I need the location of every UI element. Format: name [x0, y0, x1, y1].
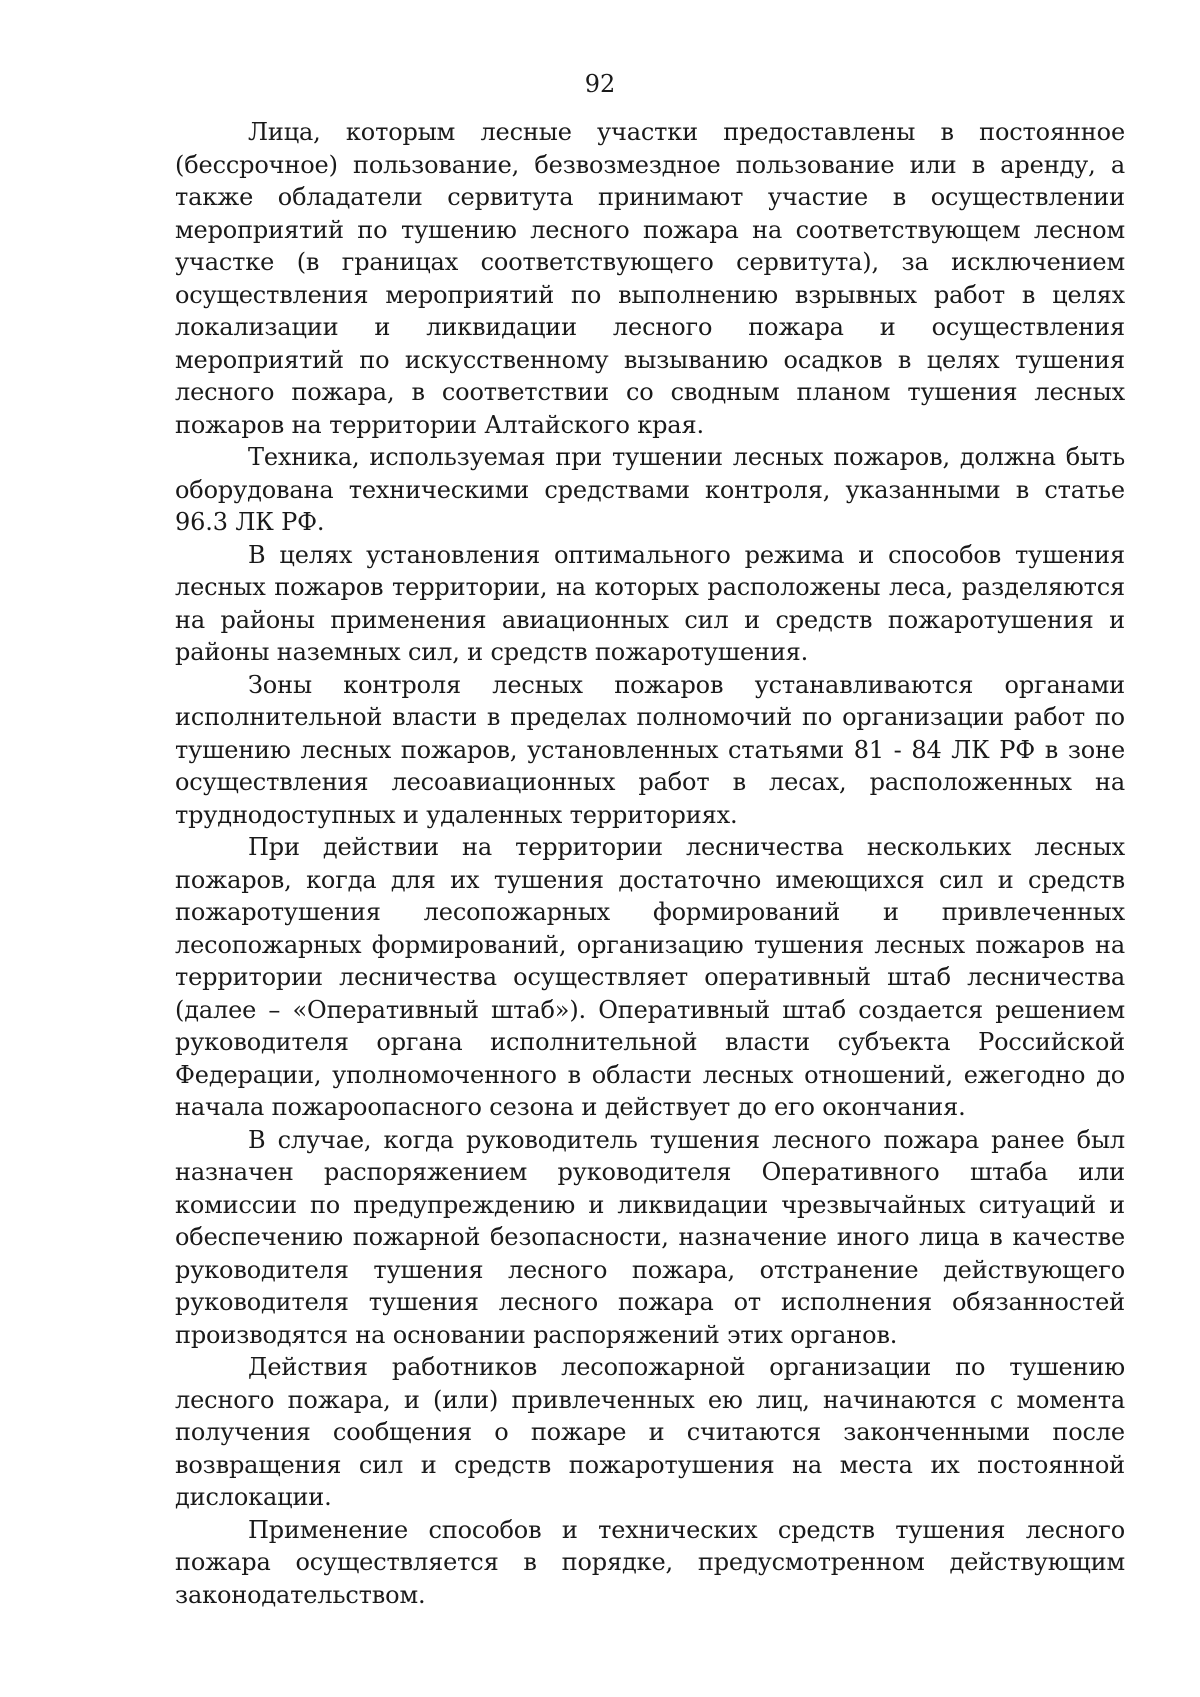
body-text	[175, 116, 1125, 1611]
paragraph-equipment-control: Техника, используемая при тушении лесных пожаров, должна быть оборудована техническими средствами контроля, указанными в статье 96.3 ЛК РФ.	[175, 443, 1125, 536]
paragraph-control-zones: Зоны контроля лесных пожаров устанавливаются органами исполнительной власти в пределах полномочий по организации работ по тушению лесных пожаров, установленных статьями 81 - 84 ЛК РФ в зоне осуществления лесоавиационных работ в лесах, расположенных на труднодоступных и удаленных территориях.	[175, 670, 1125, 829]
paragraph-operational-headquarters: При действии на территории лесничества нескольких лесных пожаров, когда для их тушения достаточно имеющихся сил и средств пожаротушения лесопожарных формирований и привлеченных лесопожарных формирований, организацию тушения лесных пожаров на территории лесничества осуществляет оперативный штаб лесничества (далее – «Оперативный штаб»). Оперативный штаб создается решением руководителя органа исполнительной власти субъекта Российской Федерации, уполномоченного в области лесных отношений, ежегодно до начала пожароопасного сезона и действует до его окончания.	[175, 833, 1125, 1121]
paragraph-lessees-participation: Лица, которым лесные участки предоставлены в постоянное (бессрочное) пользование, безвозмездное пользование или в аренду, а также обладатели сервитута принимают участие в осуществлении мероприятий по тушению лесного пожара на соответствующем лесном участке (в границах соответствующего сервитута), за исключением осуществления мероприятий по выполнению взрывных работ в целях локализации и ликвидации лесного пожара и осуществления мероприятий по искусственному вызыванию осадков в целях тушения лесного пожара, в соответствии со сводным планом тушения лесных пожаров на территории Алтайского края.	[175, 118, 1125, 439]
paragraph-firefighting-regions: В целях установления оптимального режима и способов тушения лесных пожаров территории, на которых расположены леса, разделяются на районы применения авиационных сил и средств пожаротушения и районы наземных сил, и средств пожаротушения.	[175, 540, 1125, 666]
paragraph-worker-actions: Действия работников лесопожарной организации по тушению лесного пожара, и (или) привлеченных ею лиц, начинаются с момента получения сообщения о пожаре и считаются законченными после возвращения сил и средств пожаротушения на места их постоянной дислокации.	[175, 1353, 1125, 1511]
paragraph-fire-manager-appointment: В случае, когда руководитель тушения лесного пожара ранее был назначен распоряжением руководителя Оперативного штаба или комиссии по предупреждению и ликвидации чрезвычайных ситуаций и обеспечению пожарной безопасности, назначение иного лица в качестве руководителя тушения лесного пожара, отстранение действующего руководителя тушения лесного пожара от исполнения обязанностей производятся на основании распоряжений этих органов.	[175, 1125, 1125, 1349]
paragraph-methods-application: Применение способов и технических средств тушения лесного пожара осуществляется в порядке, предусмотренном действующим законодательством.	[175, 1515, 1125, 1609]
page-number: 92	[584, 70, 616, 98]
